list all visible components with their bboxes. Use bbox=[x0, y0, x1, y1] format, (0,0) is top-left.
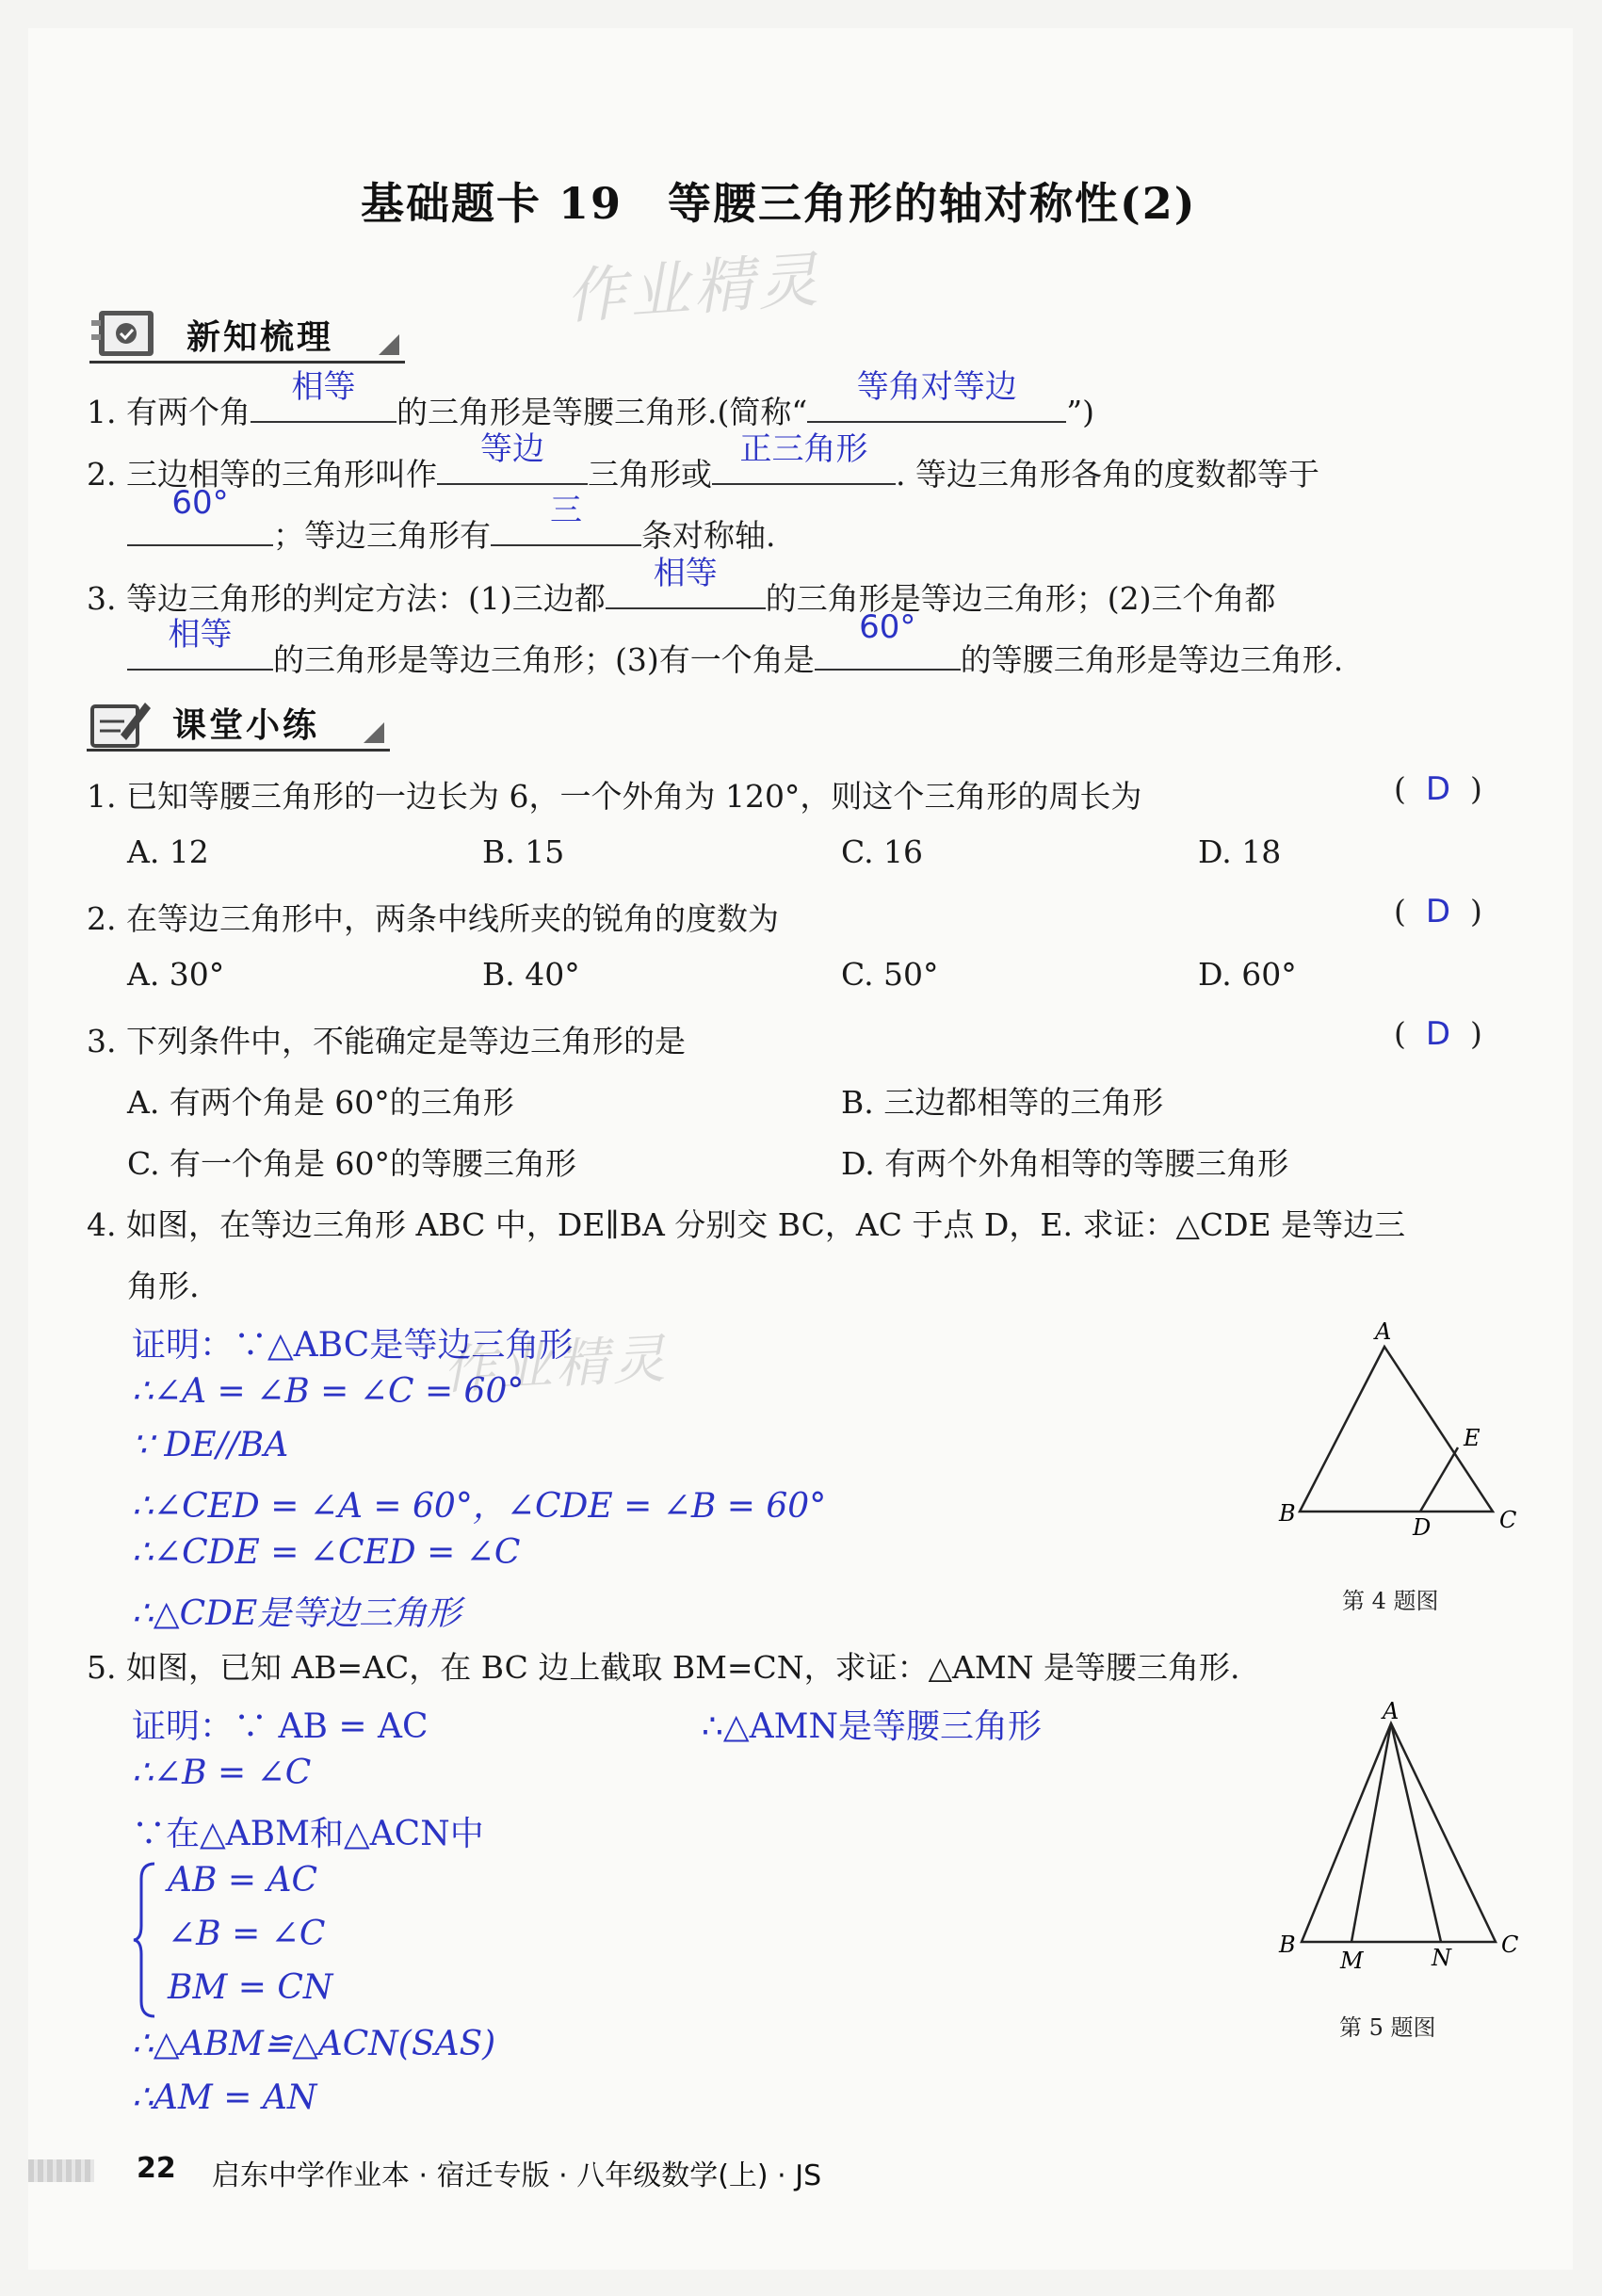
section-triangle-icon bbox=[364, 722, 384, 743]
proof-line: 证明：∵ AB = AC bbox=[132, 1707, 429, 1746]
proof-line: ∴∠CDE = ∠CED = ∠C bbox=[132, 1533, 521, 1572]
blank: 等边 bbox=[437, 451, 588, 485]
footer-text: 启东中学作业本 · 宿迁专版 · 八年级数学(上) · JS bbox=[212, 2159, 822, 2192]
brace-icon bbox=[132, 1860, 160, 2020]
option-c: C. 有一个角是 60°的等腰三角形 bbox=[127, 1145, 577, 1182]
segment-am bbox=[1351, 1723, 1391, 1942]
figure-5-diagram bbox=[1262, 1700, 1526, 1973]
section-class-practice: 课堂小练 bbox=[172, 706, 320, 745]
proof-line: ∴△CDE是等边三角形 bbox=[132, 1594, 461, 1633]
figure-4-caption: 第 4 题图 bbox=[1342, 1588, 1439, 1614]
section-underline bbox=[87, 749, 390, 752]
footer-stripe bbox=[28, 2159, 94, 2182]
practice-q1-stem: 1. 已知等腰三角形的一边长为 6，一个外角为 120°，则这个三角形的周长为 bbox=[87, 778, 1142, 815]
label-b: B bbox=[1279, 1932, 1296, 1958]
label-a: A bbox=[1383, 1700, 1400, 1724]
page-title: 基础题卡 19 等腰三角形的轴对称性(2) bbox=[361, 178, 1197, 229]
blank: 相等 bbox=[251, 389, 396, 423]
label-b: B bbox=[1279, 1500, 1296, 1527]
option-a: A. 30° bbox=[127, 956, 225, 993]
label-c: C bbox=[1499, 1507, 1517, 1533]
blank: 相等 bbox=[127, 637, 273, 671]
blank: 正三角形 bbox=[712, 451, 896, 485]
practice-q2-stem: 2. 在等边三角形中，两条中线所夹的锐角的度数为 bbox=[87, 900, 779, 937]
option-b: B. 三边都相等的三角形 bbox=[841, 1084, 1164, 1121]
proof-line: 证明：∵△ABC是等边三角形 bbox=[132, 1326, 574, 1365]
option-d: D. 有两个外角相等的等腰三角形 bbox=[841, 1145, 1289, 1182]
label-m: M bbox=[1340, 1948, 1364, 1973]
practice-q4-stem-cont: 角形. bbox=[127, 1268, 200, 1304]
practice-q3-stem: 3. 下列条件中，不能确定是等边三角形的是 bbox=[87, 1023, 686, 1059]
blank: 相等 bbox=[606, 575, 766, 609]
section-triangle-icon bbox=[379, 334, 399, 355]
answer-paren: ( D ) bbox=[1394, 1015, 1482, 1053]
option-d: D. 60° bbox=[1198, 956, 1297, 993]
proof-line: ∴∠B = ∠C bbox=[132, 1754, 312, 1792]
proof-line: ∴∠CED = ∠A = 60°，∠CDE = ∠B = 60° bbox=[132, 1487, 827, 1526]
blank: 三 bbox=[491, 512, 641, 546]
practice-q4-stem: 4. 如图，在等边三角形 ABC 中，DE∥BA 分别交 BC，AC 于点 D，E. 求证：△CDE 是等边三 bbox=[87, 1206, 1406, 1243]
option-a: A. 有两个角是 60°的三角形 bbox=[127, 1084, 514, 1121]
figure-4-diagram bbox=[1262, 1318, 1526, 1544]
option-b: B. 15 bbox=[482, 833, 565, 870]
knowledge-q2-line1: 2. 三边相等的三角形叫作 等边 三角形或 正三角形 . 等边三角形各角的度数都等于 bbox=[87, 430, 1319, 493]
option-a: A. 12 bbox=[127, 833, 209, 870]
blank: 60° bbox=[815, 637, 961, 671]
proof-conclusion: ∴△AMN是等腰三角形 bbox=[702, 1707, 1042, 1746]
answer-paren: ( D ) bbox=[1394, 770, 1482, 808]
proof-condition: ∠B = ∠C bbox=[168, 1915, 326, 1953]
option-b: B. 40° bbox=[482, 956, 580, 993]
knowledge-q1: 1. 有两个角 相等 的三角形是等腰三角形.(简称“ 等角对等边 ”) bbox=[87, 368, 1094, 430]
section-new-knowledge: 新知梳理 bbox=[186, 318, 334, 357]
label-a: A bbox=[1375, 1318, 1392, 1345]
watermark: 作业精灵 bbox=[563, 245, 824, 333]
option-d: D. 18 bbox=[1198, 833, 1282, 870]
figure-5-caption: 第 5 题图 bbox=[1339, 2014, 1436, 2041]
blank: 60° bbox=[127, 512, 273, 546]
segment-an bbox=[1391, 1723, 1441, 1942]
page-number: 22 bbox=[137, 2152, 176, 2185]
label-n: N bbox=[1432, 1945, 1451, 1971]
pencil-note-icon bbox=[87, 695, 153, 755]
blank: 等角对等边 bbox=[807, 389, 1066, 423]
proof-line: ∴AM = AN bbox=[132, 2078, 317, 2117]
option-c: C. 16 bbox=[841, 833, 924, 870]
label-c: C bbox=[1501, 1932, 1519, 1958]
answer-paren: ( D ) bbox=[1394, 893, 1482, 930]
proof-line: ∵ DE//BA bbox=[132, 1426, 289, 1464]
knowledge-q3-line2: 相等 的三角形是等边三角形；(3)有一个角是 60° 的等腰三角形是等边三角形. bbox=[127, 636, 1343, 680]
watermark: 作业精灵 bbox=[441, 1328, 671, 1402]
label-e: E bbox=[1464, 1425, 1481, 1451]
proof-line: ∴△ABM≌△ACN(SAS) bbox=[132, 2025, 496, 2063]
notebook-icon bbox=[89, 306, 165, 366]
knowledge-q2-line2: 60° ；等边三角形有 三 条对称轴. bbox=[127, 511, 776, 556]
segment-de bbox=[1420, 1447, 1458, 1512]
proof-line: ∴∠A = ∠B = ∠C = 60° bbox=[132, 1372, 525, 1411]
knowledge-q3-line1: 3. 等边三角形的判定方法：(1)三边都 相等 的三角形是等边三角形；(2)三个角都 bbox=[87, 555, 1276, 617]
label-d: D bbox=[1413, 1514, 1432, 1541]
proof-line: ∵在△ABM和△ACN中 bbox=[132, 1815, 484, 1853]
practice-q5-stem: 5. 如图，已知 AB=AC，在 BC 边上截取 BM=CN，求证：△AMN 是等腰三角形. bbox=[87, 1649, 1240, 1686]
proof-condition: AB = AC bbox=[168, 1861, 318, 1900]
option-c: C. 50° bbox=[841, 956, 939, 993]
proof-condition: BM = CN bbox=[168, 1968, 333, 2007]
